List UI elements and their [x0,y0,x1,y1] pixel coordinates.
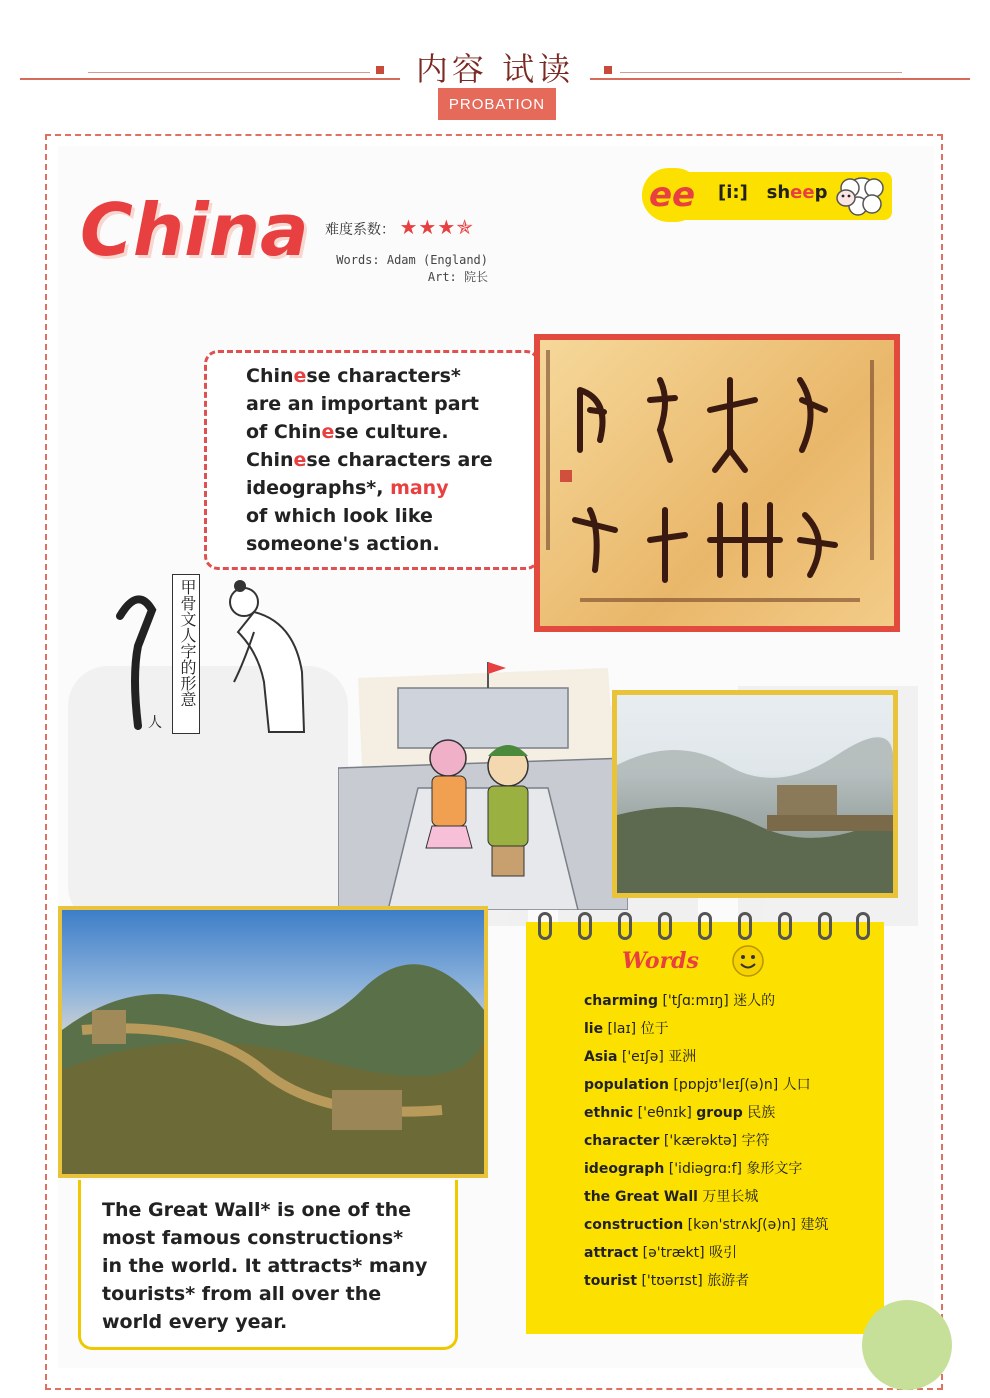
difficulty-rating [325,215,474,239]
vocab-item: ethnic ['eθnɪk] group 民族 [584,1105,776,1121]
vocab-item: attract [ə'trækt] 吸引 [584,1245,738,1261]
ring-icon [658,912,672,940]
paragraph-great-wall [102,1196,442,1336]
para1-line-5: ideographs*, many [246,477,449,499]
vocab-item: construction [kən'strʌkʃ(ə)n] 建筑 [584,1217,829,1233]
smiley-icon [731,944,765,978]
para2-line-4: tourists* from all over the [102,1283,382,1305]
great-wall-cartoon [338,648,628,910]
great-wall-mountains-graphic [62,910,484,1174]
ring-icon [538,912,552,940]
oracle-ren-glyph-graphic [108,586,174,736]
ring-icon [778,912,792,940]
star-rating-icon: ★★★✯ [399,215,474,239]
paragraph-characters [246,362,536,558]
vocab-item: the Great Wall 万里长城 [584,1189,759,1205]
para1-line-2: are an important part [246,393,479,415]
ring-icon [856,912,870,940]
ring-icon [738,912,752,940]
section-title: 内容 试读 [415,50,575,88]
para1-line-7: someone's action. [246,533,440,555]
para2-line-5: world every year. [102,1311,288,1333]
ring-icon [818,912,832,940]
vocab-item: character ['kærəktə] 字符 [584,1133,770,1149]
glyph-small-label: 人 [148,715,162,731]
vocabulary-list [584,990,884,1298]
para1-line-3: of Chinese culture. [246,421,449,443]
phonics-badge: ee [642,168,702,222]
phonics-word [718,182,827,203]
para2-line-3: in the world. It attracts* many [102,1255,428,1277]
art-credit: Art: 院长 [427,270,488,284]
phonics-suffix: p [814,182,828,203]
bowing-figure-illustration [214,572,314,742]
oracle-script-artwork [534,334,900,632]
sheep-icon [828,168,890,220]
probation-badge: PROBATION [438,88,556,120]
phonics-highlight: ee [790,182,815,203]
para1-line-6: of which look like [246,505,433,527]
words-credit: Words: Adam (England) [336,253,488,267]
ring-icon [618,912,632,940]
misty-mountains-graphic [617,695,893,893]
vocab-item: Asia ['eɪʃə] 亚洲 [584,1049,697,1065]
phonics-ipa: [i:] [718,182,748,203]
ring-icon [698,912,712,940]
para2-line-1: The Great Wall* is one of the [102,1199,411,1221]
vocab-item: ideograph ['idiəgrɑ:f] 象形文字 [584,1161,803,1177]
lesson-title: China [80,188,309,272]
glyph-caption: 甲骨文人字的形意 [172,574,200,734]
para2-line-2: most famous constructions* [102,1227,404,1249]
phonics-prefix: sh [766,182,791,203]
vocab-item: lie [laɪ] 位于 [584,1021,669,1037]
vocab-item: population [pɒpjʊ'leɪʃ(ə)n] 人口 [584,1077,811,1093]
vocabulary-title: Words [622,948,699,974]
decorative-circle [862,1300,952,1390]
great-wall-photo-mountains [58,906,488,1178]
great-wall-photo-misty [612,690,898,898]
difficulty-label: 难度系数： [325,222,395,238]
vocab-item: charming ['tʃɑːmɪŋ] 迷人的 [584,993,776,1009]
oracle-glyphs-graphic [540,340,894,626]
para1-line-1: Chinese characters* [246,365,461,387]
notebook-rings [538,912,878,946]
ring-icon [578,912,592,940]
credits [300,252,488,286]
vocab-item: tourist ['tʊərɪst] 旅游者 [584,1273,750,1289]
para1-line-4: Chinese characters are [246,449,493,471]
